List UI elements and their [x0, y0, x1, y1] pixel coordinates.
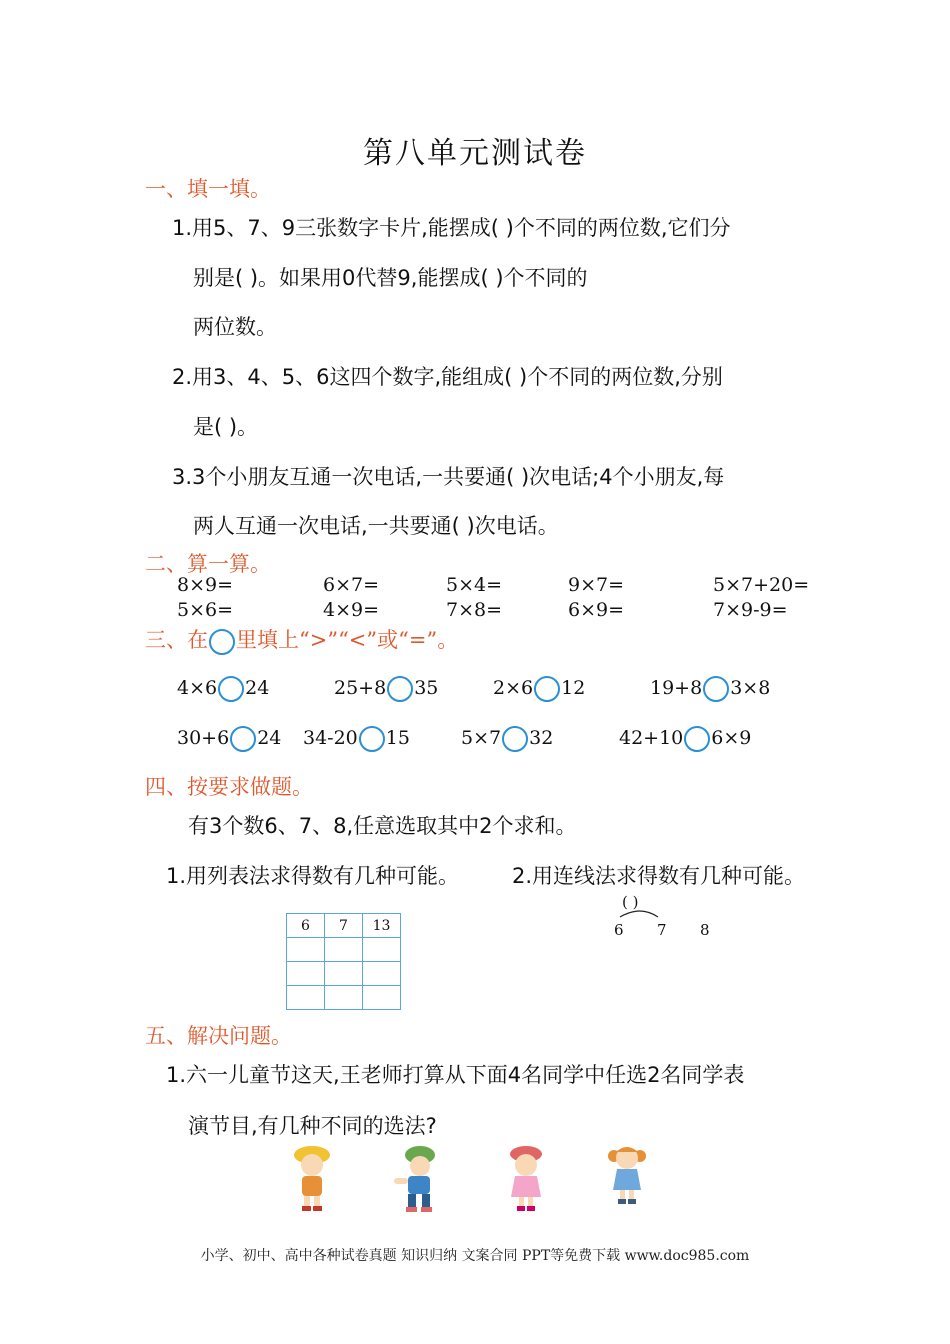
calc-r1-c2: 6×7=: [323, 574, 380, 596]
compare-item-4: 19+8 3×8: [650, 676, 770, 702]
answer-circle[interactable]: [359, 726, 385, 752]
q3-line2: 两人互通一次电话,一共要通( )次电话。: [193, 514, 559, 538]
table-cell[interactable]: [325, 986, 363, 1010]
answer-circle[interactable]: [703, 676, 729, 702]
q1-line3: 两位数。: [193, 315, 277, 339]
connection-answer-paren: ( ): [622, 893, 639, 911]
connection-number: 6: [614, 921, 624, 939]
section4-heading: 四、按要求做题。: [145, 775, 313, 799]
section4-intro: 有3个数6、7、8,任意选取其中2个求和。: [188, 814, 577, 838]
table-cell[interactable]: [363, 986, 401, 1010]
compare-item-2: 25+8 35: [334, 676, 438, 702]
student-1-illustration[interactable]: [287, 1143, 337, 1213]
table-cell[interactable]: [363, 962, 401, 986]
section3-heading-pre: 三、在: [145, 628, 208, 652]
connection-number: 8: [700, 921, 710, 939]
calc-r2-c4: 6×9=: [568, 599, 625, 621]
student-4-illustration[interactable]: [605, 1140, 649, 1210]
section4-sub1: 1.用列表法求得数有几种可能。: [166, 864, 460, 888]
student-3-illustration[interactable]: [502, 1143, 550, 1213]
calc-r2-c5: 7×9-9=: [713, 599, 788, 621]
section3-heading: [145, 624, 458, 655]
compare-item-7: 5×7 32: [461, 726, 553, 752]
calc-r2-c3: 7×8=: [446, 599, 503, 621]
footer-text: 小学、初中、高中各种试卷真题 知识归纳 文案合同 PPT等免费下载 www.doc985.com: [200, 1248, 750, 1264]
section2-heading: 二、算一算。: [145, 552, 271, 576]
q3-line1: 3.3个小朋友互通一次电话,一共要通( )次电话;4个小朋友,每: [172, 465, 725, 489]
connection-arc: [612, 901, 672, 921]
answer-circle[interactable]: [684, 726, 710, 752]
sum-table: [286, 913, 401, 1010]
section5-heading: 五、解决问题。: [145, 1024, 292, 1048]
s5-q1-line1: 1.六一儿童节这天,王老师打算从下面4名同学中任选2名同学表: [166, 1063, 745, 1087]
compare-item-1: 4×6 24: [177, 676, 269, 702]
table-cell[interactable]: [363, 938, 401, 962]
calc-r1-c5: 5×7+20=: [713, 574, 810, 596]
table-cell[interactable]: [287, 938, 325, 962]
section1-heading: 一、填一填。: [145, 177, 271, 201]
calc-r1-c3: 5×4=: [446, 574, 503, 596]
answer-circle[interactable]: [218, 676, 244, 702]
compare-item-6: 34-20 15: [303, 726, 410, 752]
answer-circle[interactable]: [534, 676, 560, 702]
answer-circle[interactable]: [502, 726, 528, 752]
connection-diagram: [612, 893, 722, 943]
circle-icon: [209, 629, 235, 655]
q1-line2: 别是( )。如果用0代替9,能摆成( )个不同的: [193, 266, 588, 290]
q1-line1: 1.用5、7、9三张数字卡片,能摆成( )个不同的两位数,它们分: [172, 216, 731, 240]
table-cell[interactable]: [325, 938, 363, 962]
section3-heading-post: 里填上“>”“<”或“=”。: [236, 628, 459, 652]
s5-q1-line2: 演节目,有几种不同的选法?: [188, 1114, 437, 1138]
table-header-cell: 13: [363, 914, 401, 938]
calc-r2-c1: 5×6=: [177, 599, 234, 621]
compare-item-5: 30+6 24: [177, 726, 281, 752]
table-cell[interactable]: [325, 962, 363, 986]
q2-line1: 2.用3、4、5、6这四个数字,能组成( )个不同的两位数,分别: [172, 365, 723, 389]
table-cell[interactable]: [287, 962, 325, 986]
student-2-illustration[interactable]: [390, 1145, 446, 1215]
table-header-cell: 6: [287, 914, 325, 938]
compare-item-3: 2×6 12: [493, 676, 585, 702]
calc-r1-c1: 8×9=: [177, 574, 234, 596]
section4-sub2: 2.用连线法求得数有几种可能。: [512, 864, 806, 888]
compare-item-8: 42+10 6×9: [619, 726, 751, 752]
calc-r1-c4: 9×7=: [568, 574, 625, 596]
q2-line2: 是( )。: [193, 415, 259, 439]
table-header-cell: 7: [325, 914, 363, 938]
page-title: 第八单元测试卷: [363, 136, 587, 171]
calc-r2-c2: 4×9=: [323, 599, 380, 621]
connection-number: 7: [657, 921, 667, 939]
answer-circle[interactable]: [230, 726, 256, 752]
table-cell[interactable]: [287, 986, 325, 1010]
answer-circle[interactable]: [387, 676, 413, 702]
